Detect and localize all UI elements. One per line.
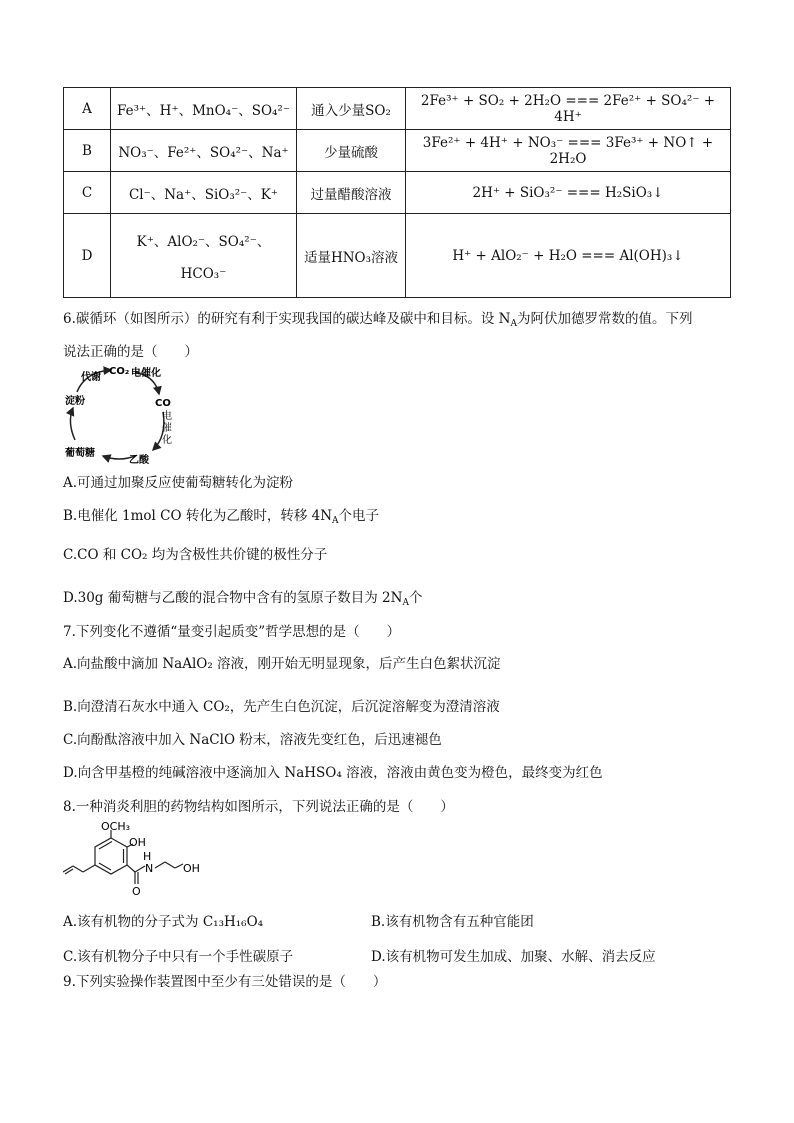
bond-chain xyxy=(175,864,183,868)
table-row xyxy=(64,88,731,130)
drug-structure-diagram xyxy=(63,820,208,898)
q6-option-b-end: 个电子 xyxy=(338,508,380,524)
bond-allyl xyxy=(73,866,83,872)
ion-group xyxy=(111,214,297,298)
label-dian-top: 电催化 xyxy=(131,368,161,379)
bond-chain xyxy=(165,862,175,868)
ionic-equation: 2Fe³⁺ + SO₂ + 2H₂O === 2Fe²⁺ + SO₄²⁻ + 4H⁺ xyxy=(406,88,731,130)
table-row xyxy=(64,214,731,298)
label-carbonyl-o: O xyxy=(132,885,141,898)
bond-allyl xyxy=(83,865,95,872)
q6-option-c: C.CO 和 CO₂ 均为含极性共价键的极性分子 xyxy=(63,547,328,563)
benzene-double-bond xyxy=(99,842,112,850)
ionic-equation: 2H⁺ + SiO₃²⁻ === H₂SiO₃↓ xyxy=(406,172,731,214)
q8-option-c: C.该有机物分子中只有一个手性碳原子 xyxy=(63,949,294,965)
benzene-ring xyxy=(95,838,127,874)
bond-c-n xyxy=(135,866,145,872)
row-label: A xyxy=(64,88,111,130)
table-row xyxy=(64,172,731,214)
ion-group: NO₃⁻、Fe²⁺、SO₄²⁻、Na⁺ xyxy=(111,130,297,172)
table-row xyxy=(64,130,731,172)
label-och3: OCH₃ xyxy=(101,820,131,833)
q6-option-b xyxy=(63,506,379,531)
ion-group: Cl⁻、Na⁺、SiO₃²⁻、K⁺ xyxy=(111,172,297,214)
ion-group-line1: K⁺、AlO₂⁻、SO₄²⁻、 xyxy=(136,233,271,250)
bond-carbonyl-c xyxy=(127,865,135,872)
reagent: 适量HNO₃溶液 xyxy=(297,214,406,298)
reagent: 少量硫酸 xyxy=(297,130,406,172)
q6-option-d-text: D.30g 葡萄糖与乙酸的混合物中含有的氢原子数目为 2N xyxy=(63,590,403,606)
label-co: CO xyxy=(155,398,171,409)
label-dian-right-3: 化 xyxy=(162,435,172,446)
reagent: 过量醋酸溶液 xyxy=(297,172,406,214)
q6-stem-text: 6.碳循环（如图所示）的研究有利于实现我国的碳达峰及碳中和目标。设 N xyxy=(63,311,511,327)
ion-table xyxy=(63,87,731,298)
carbon-cycle-diagram xyxy=(63,364,178,464)
q6-option-d-sub: A xyxy=(402,598,409,608)
cycle-arc-left xyxy=(70,408,75,440)
q6-option-b-text: B.电催化 1mol CO 转化为乙酸时，转移 4N xyxy=(63,508,333,524)
q8-option-a: A.该有机物的分子式为 C₁₃H₁₆O₄ xyxy=(63,914,264,930)
label-starch: 淀粉 xyxy=(65,396,85,407)
label-oh-chain: OH xyxy=(183,862,200,875)
q6-stem-line2: 说法正确的是（ ） xyxy=(63,344,198,360)
label-daixie: 代谢 xyxy=(81,372,101,383)
label-oh-ring: OH xyxy=(129,836,146,849)
ion-group-line2: HCO₃⁻ xyxy=(180,265,227,282)
q8-option-b: B.该有机物含有五种官能团 xyxy=(371,914,534,930)
label-glucose: 葡萄糖 xyxy=(65,448,95,459)
row-label: C xyxy=(64,172,111,214)
ionic-equation: H⁺ + AlO₂⁻ + H₂O === Al(OH)₃↓ xyxy=(406,214,731,298)
label-n: N xyxy=(145,862,154,875)
q6-option-d-end: 个 xyxy=(408,590,423,606)
q6-option-d xyxy=(63,588,422,613)
row-label: D xyxy=(64,214,111,298)
label-dian-right-1: 电 xyxy=(162,411,172,422)
q7-stem: 7.下列变化不遵循“量变引起质变”哲学思想的是（ ） xyxy=(63,624,401,640)
q6-stem-sub: A xyxy=(510,319,517,329)
q7-option-d: D.向含甲基橙的纯碱溶液中逐滴加入 NaHSO₄ 溶液，溶液由黄色变为橙色，最终变为红色 xyxy=(63,765,603,781)
label-co2: CO₂ xyxy=(109,366,130,377)
bond-allyl xyxy=(63,866,73,872)
q9-stem: 9.下列实验操作装置图中至少有三处错误的是（ ） xyxy=(63,974,387,990)
label-h: H xyxy=(143,850,152,863)
label-acetic: 乙酸 xyxy=(129,455,149,464)
reagent: 通入少量SO₂ xyxy=(297,88,406,130)
q7-option-c: C.向酚酞溶液中加入 NaClO 粉末，溶液先变红色，后迅速褪色 xyxy=(63,732,442,748)
q6-option-a: A.可通过加聚反应使葡萄糖转化为淀粉 xyxy=(63,475,294,491)
ionic-equation: 3Fe²⁺ + 4H⁺ + NO₃⁻ === 3Fe³⁺ + NO↑ + 2H₂O xyxy=(406,130,731,172)
q7-option-a: A.向盐酸中滴加 NaAlO₂ 溶液，刚开始无明显现象，后产生白色絮状沉淀 xyxy=(63,656,501,672)
q6-stem-text-end: 为阿伏加德罗常数的值。下列 xyxy=(516,311,693,327)
row-label: B xyxy=(64,130,111,172)
q8-stem: 8.一种消炎利胆的药物结构如图所示，下列说法正确的是（ ） xyxy=(63,799,454,815)
label-dian-right-2: 催 xyxy=(162,423,172,434)
q6-stem-line1 xyxy=(63,309,692,334)
ion-group: Fe³⁺、H⁺、MnO₄⁻、SO₄²⁻ xyxy=(111,88,297,130)
q6-option-b-sub: A xyxy=(332,516,339,526)
q8-option-d: D.该有机物可发生加成、加聚、水解、消去反应 xyxy=(371,949,656,965)
q7-option-b: B.向澄清石灰水中通入 CO₂，先产生白色沉淀，后沉淀溶解变为澄清溶液 xyxy=(63,699,500,715)
bond-chain xyxy=(155,862,165,868)
